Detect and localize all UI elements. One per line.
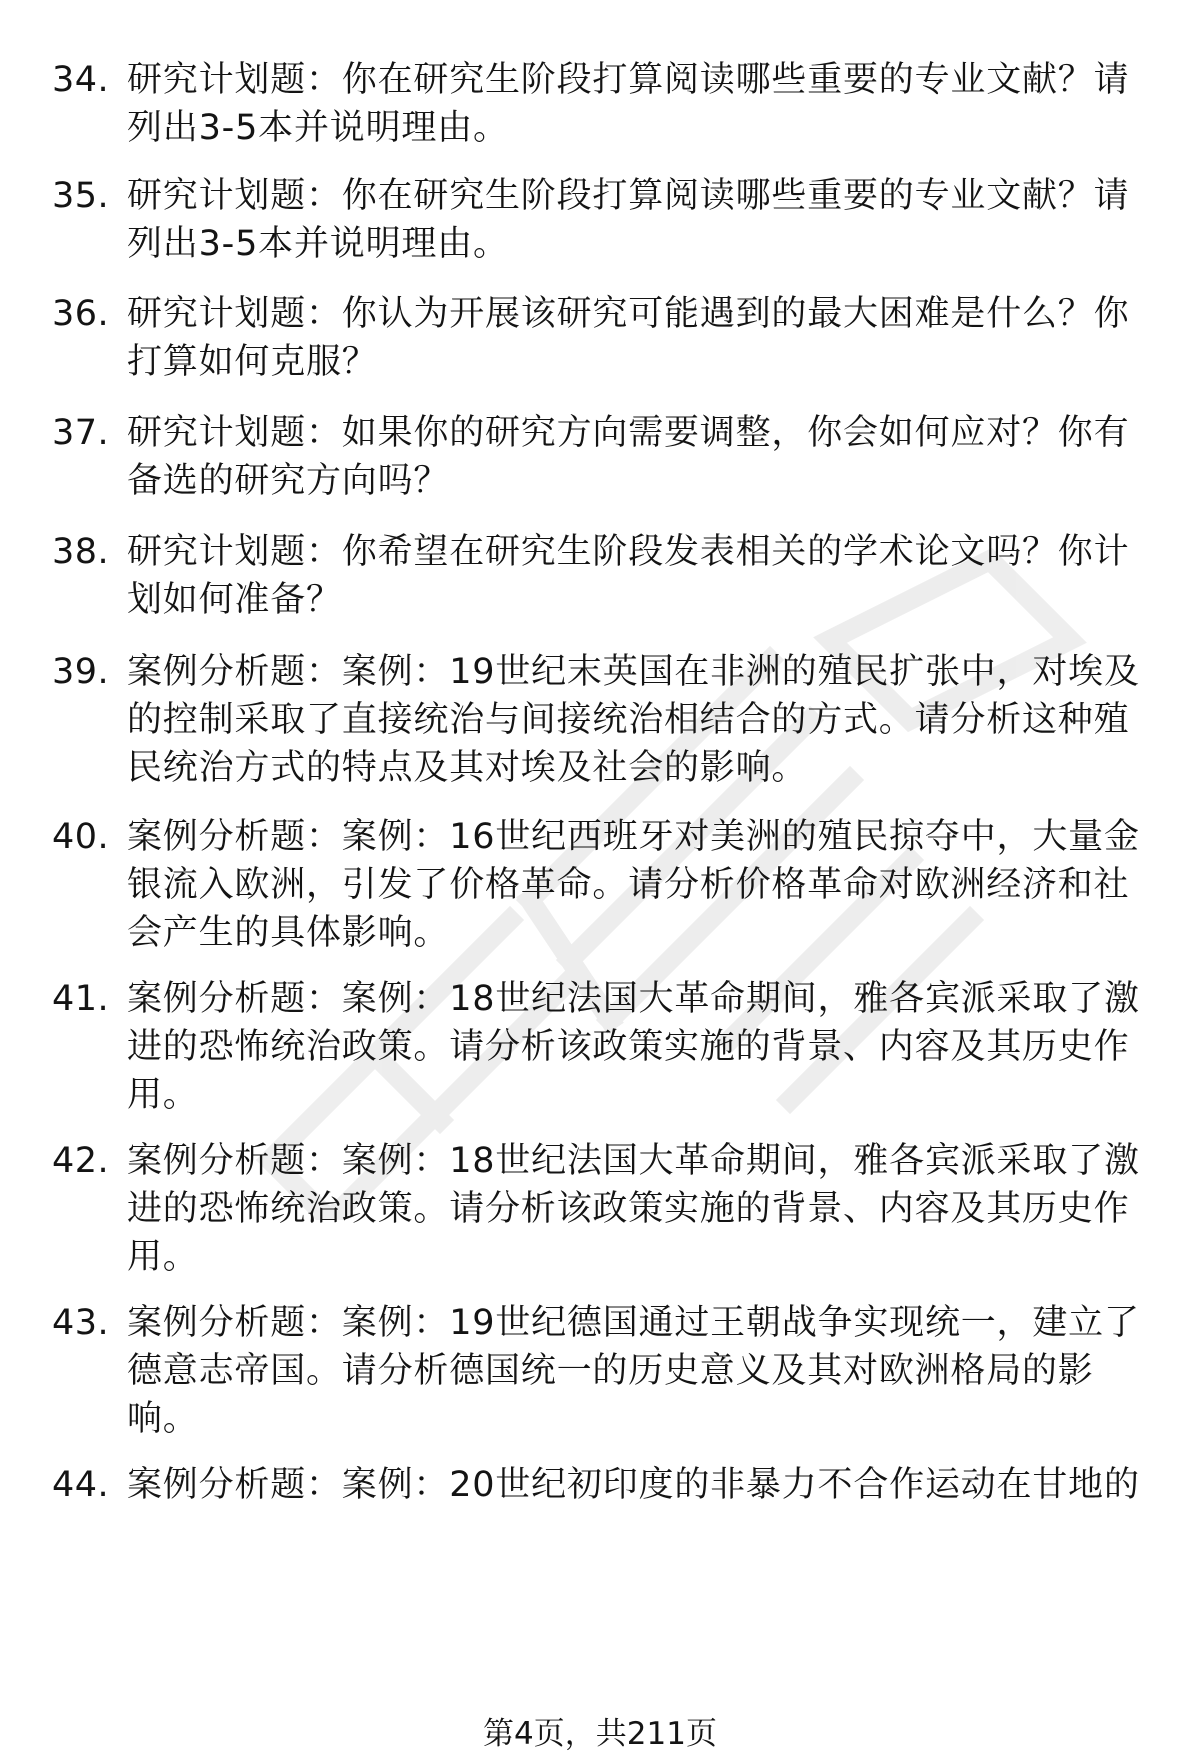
- question-number: 44.: [52, 1465, 110, 1505]
- page-number: 第4页，共211页: [483, 1716, 717, 1752]
- question-number: 42.: [52, 1141, 110, 1181]
- question-number: 37.: [52, 413, 110, 453]
- question-text: 研究计划题：你希望在研究生阶段发表相关的学术论文吗？你计划如何准备？: [127, 532, 1130, 620]
- question-text: 案例分析题：案例：19世纪德国通过王朝战争实现统一，建立了德意志帝国。请分析德国统一的历史意义及其对欧洲格局的影响。: [127, 1303, 1140, 1439]
- question-text: 研究计划题：如果你的研究方向需要调整，你会如何应对？你有备选的研究方向吗？: [127, 413, 1130, 501]
- question-number: 39.: [52, 652, 110, 692]
- question-number: 43.: [52, 1303, 110, 1343]
- question-text: 案例分析题：案例：19世纪末英国在非洲的殖民扩张中，对埃及的控制采取了直接统治与间接统治相结合的方式。请分析这种殖民统治方式的特点及其对埃及社会的影响。: [127, 652, 1140, 788]
- question-number: 34.: [52, 60, 110, 100]
- question-number: 38.: [52, 532, 110, 572]
- question-text: 案例分析题：案例：18世纪法国大革命期间，雅各宾派采取了激进的恐怖统治政策。请分析该政策实施的背景、内容及其历史作用。: [127, 1141, 1140, 1277]
- question-text: 案例分析题：案例：20世纪初印度的非暴力不合作运动在甘地的: [127, 1465, 1140, 1505]
- question-text: 研究计划题：你认为开展该研究可能遇到的最大困难是什么？你打算如何克服？: [127, 294, 1130, 382]
- question-number: 36.: [52, 294, 110, 334]
- question-text: 研究计划题：你在研究生阶段打算阅读哪些重要的专业文献？请列出3-5本并说明理由。: [127, 60, 1130, 148]
- question-text: 研究计划题：你在研究生阶段打算阅读哪些重要的专业文献？请列出3-5本并说明理由。: [127, 176, 1130, 264]
- question-number: 41.: [52, 979, 110, 1019]
- question-number: 40.: [52, 817, 110, 857]
- question-text: 案例分析题：案例：16世纪西班牙对美洲的殖民掠夺中，大量金银流入欧洲，引发了价格革命。请分析价格革命对欧洲经济和社会产生的具体影响。: [127, 817, 1140, 953]
- question-number: 35.: [52, 176, 110, 216]
- question-text: 案例分析题：案例：18世纪法国大革命期间，雅各宾派采取了激进的恐怖统治政策。请分析该政策实施的背景、内容及其历史作用。: [127, 979, 1140, 1115]
